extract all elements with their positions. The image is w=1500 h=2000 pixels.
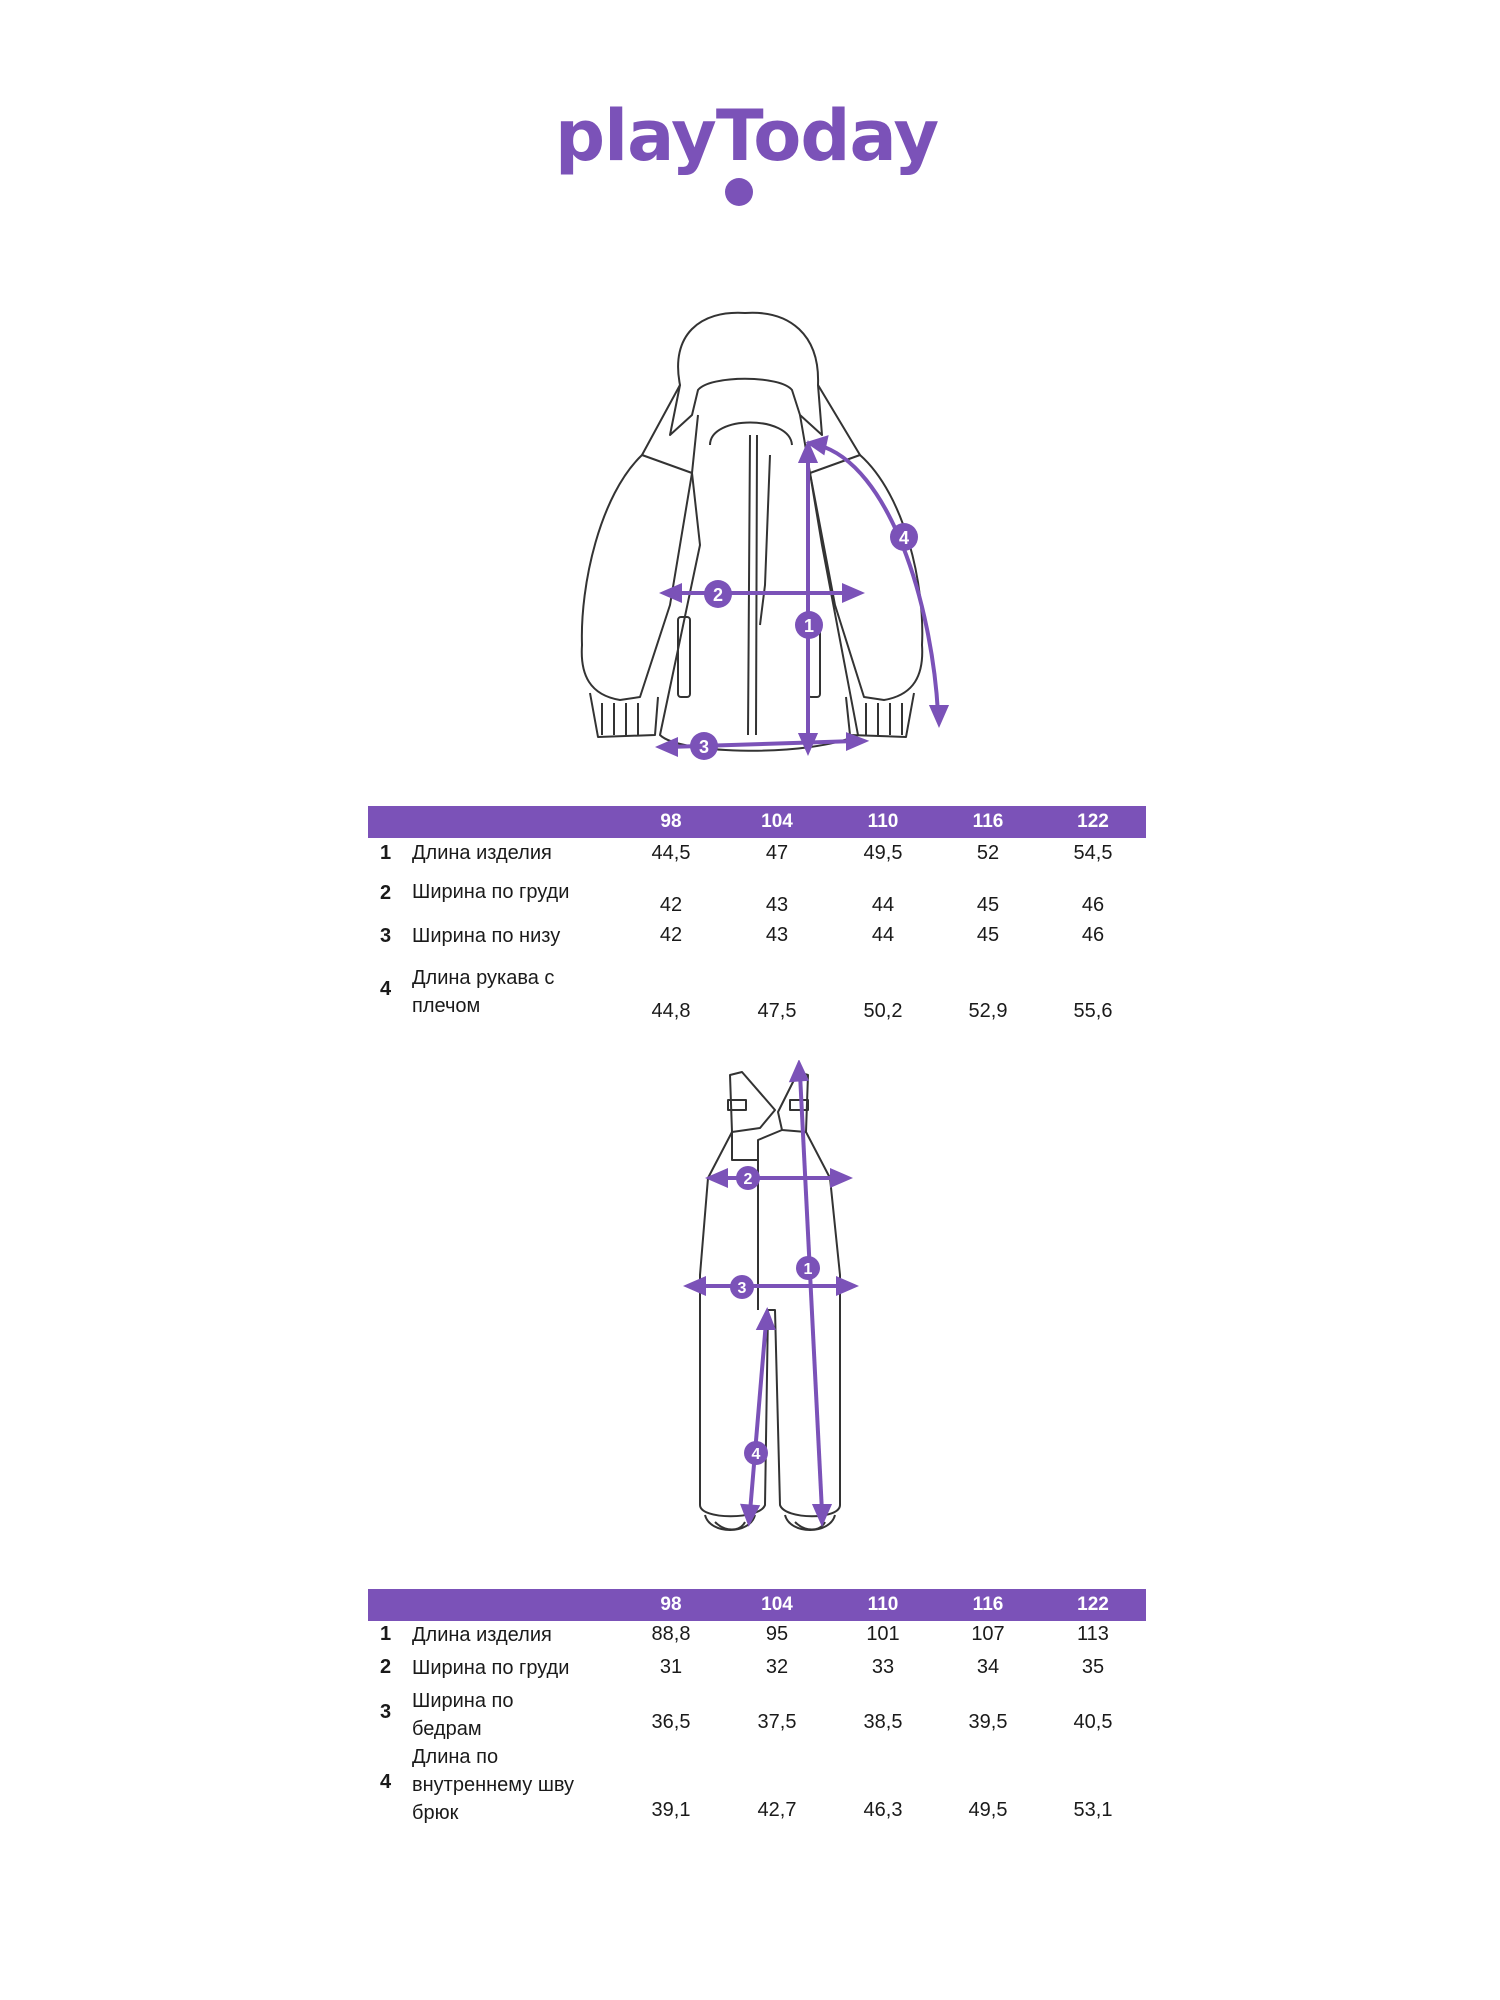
row-value: 46,3: [863, 1799, 903, 1821]
row-value: 55,6: [1073, 1000, 1113, 1022]
row-value: 35: [1081, 1656, 1105, 1678]
row-label: Длина изделия: [412, 1624, 552, 1646]
row-number: 1: [380, 842, 392, 864]
row-label: Длина изделия: [412, 842, 552, 864]
jacket-size-110: 110: [867, 811, 899, 832]
row-value: 33: [871, 1656, 895, 1678]
jacket-marker-4-label: 4: [898, 528, 910, 548]
row-label: Длина по внутреннему шву брюк: [412, 1746, 575, 1824]
row-value: 40,5: [1073, 1711, 1113, 1733]
table-row: [368, 1654, 1146, 1687]
pants-marker-1-label: 1: [803, 1261, 813, 1278]
row-value: 42,7: [757, 1799, 797, 1821]
row-value: 88,8: [651, 1623, 691, 1645]
pants-left-strap: [730, 1072, 775, 1132]
row-number: 4: [380, 1771, 392, 1793]
jacket-marker-3-label: 3: [698, 737, 710, 757]
row-label: Ширина по груди: [412, 881, 570, 903]
jacket-table-header: [368, 806, 1146, 838]
pants-marker-2-label: 2: [743, 1171, 753, 1188]
row-value: 39,1: [651, 1799, 691, 1821]
row-value: 43: [765, 924, 789, 946]
row-value: 50,2: [863, 1000, 903, 1022]
jacket-hood: [670, 313, 822, 435]
pants-size-104: 104: [761, 1594, 793, 1615]
row-value: 31: [659, 1656, 683, 1678]
jacket-marker-1-label: 1: [803, 616, 815, 636]
row-value: 45: [976, 924, 1000, 946]
row-value: 36,5: [651, 1711, 691, 1733]
pants-table-header: [368, 1589, 1146, 1621]
row-value: 113: [1077, 1623, 1109, 1645]
jacket-size-104: 104: [761, 811, 793, 832]
row-number: 4: [380, 978, 392, 1000]
row-value: 101: [866, 1623, 900, 1645]
pants-size-116: 116: [972, 1594, 1004, 1615]
row-value: 52,9: [968, 1000, 1008, 1022]
row-number: 2: [380, 882, 392, 904]
table-row: [368, 1621, 1146, 1654]
row-value: 43: [765, 894, 789, 916]
row-number: 3: [380, 925, 392, 947]
row-value: 49,5: [968, 1799, 1008, 1821]
pants-size-98: 98: [660, 1594, 682, 1615]
table-row: [368, 1687, 1146, 1743]
row-value: 107: [971, 1623, 1005, 1645]
pants-marker-4-label: 4: [751, 1446, 761, 1463]
jacket-drawing: [560, 305, 960, 765]
pants-marker-3-label: 3: [737, 1280, 747, 1297]
row-value: 95: [765, 1623, 789, 1645]
row-value: 47: [765, 842, 789, 864]
jacket-size-98: 98: [660, 811, 682, 832]
row-value: 53,1: [1073, 1799, 1113, 1821]
row-label: Длина рукава с плечом: [412, 967, 555, 1017]
row-value: 39,5: [968, 1711, 1008, 1733]
pants-size-122: 122: [1077, 1594, 1109, 1615]
row-value: 42: [659, 924, 683, 946]
row-value: 54,5: [1073, 842, 1113, 864]
row-value: 44: [871, 894, 895, 916]
row-label: Ширина по груди: [412, 1657, 570, 1679]
pants-size-table: [368, 1589, 1146, 1829]
jacket-size-116: 116: [972, 811, 1004, 832]
row-number: 1: [380, 1623, 392, 1645]
logo-dot-icon: [725, 178, 753, 206]
row-value: 44: [871, 924, 895, 946]
logo-text: playToday: [555, 95, 939, 177]
row-value: 38,5: [863, 1711, 903, 1733]
table-row: [368, 964, 1146, 1034]
jacket-size-122: 122: [1077, 811, 1109, 832]
table-row: [368, 922, 1146, 964]
row-value: 52: [976, 842, 1000, 864]
row-value: 37,5: [757, 1711, 797, 1733]
row-value: 32: [765, 1656, 789, 1678]
row-value: 44,8: [651, 1000, 691, 1022]
row-value: 46: [1081, 924, 1105, 946]
jacket-markers: [690, 523, 918, 760]
jacket-size-table: [368, 806, 1146, 1034]
jacket-body: [660, 473, 858, 751]
table-row: [368, 878, 1146, 922]
jacket-marker-2-label: 2: [712, 585, 724, 605]
pants-size-110: 110: [867, 1594, 899, 1615]
row-value: 49,5: [863, 842, 903, 864]
row-value: 45: [976, 894, 1000, 916]
row-value: 34: [976, 1656, 1000, 1678]
row-value: 44,5: [651, 842, 691, 864]
row-number: 2: [380, 1656, 392, 1678]
table-row: [368, 1743, 1146, 1829]
row-value: 47,5: [757, 1000, 797, 1022]
table-row: [368, 838, 1146, 878]
jacket-right-sleeve: [810, 455, 922, 700]
row-number: 3: [380, 1701, 392, 1723]
row-value: 42: [659, 894, 683, 916]
row-value: 46: [1081, 894, 1105, 916]
pants-drawing: [670, 1060, 860, 1560]
row-label: Ширина по низу: [412, 925, 561, 947]
playtoday-logo: [555, 95, 955, 215]
row-label: Ширина по бедрам: [412, 1690, 514, 1740]
